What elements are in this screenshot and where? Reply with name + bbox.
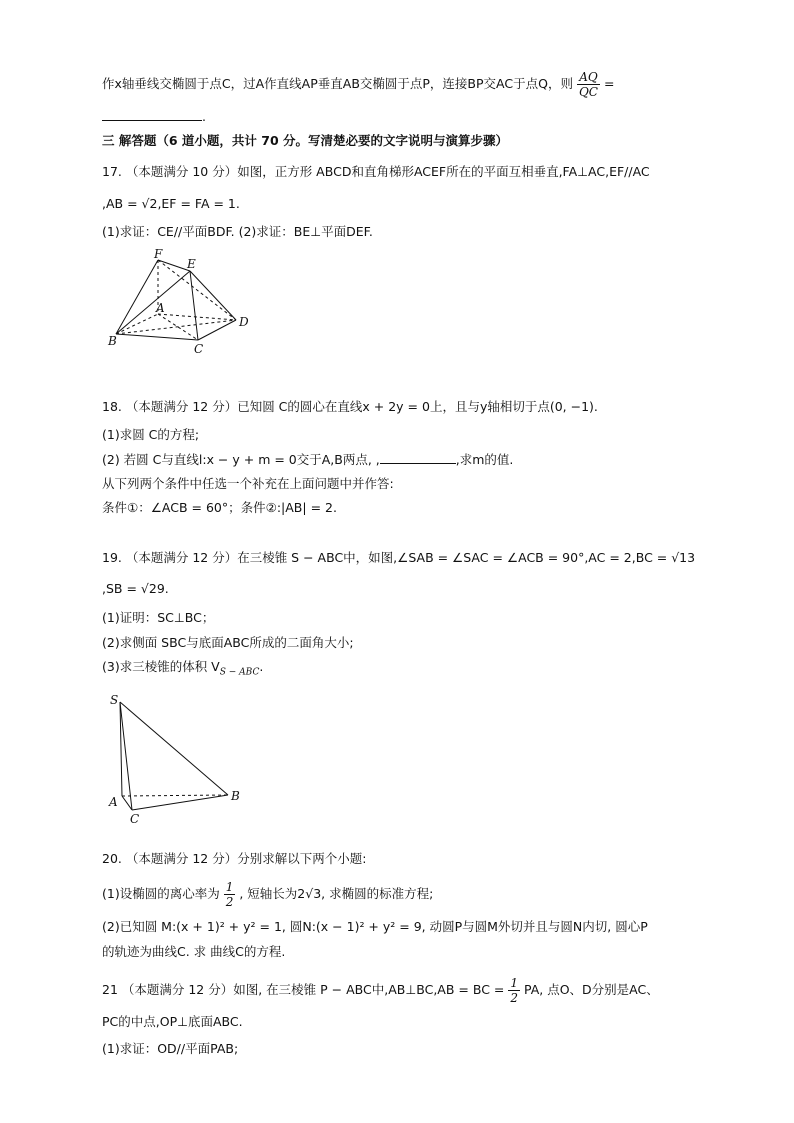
- q20-line3: (2)已知圆 M:(x + 1)² + y² = 1, 圆N:(x − 1)² + y² = 9, 动圆P与圆M外切并且与圆N内切, 圆心P: [102, 919, 648, 934]
- q19-line5: (3)求三棱锥的体积 $V_{S - ABC}$.: [102, 659, 264, 678]
- q18-line4: 从下列两个条件中任选一个补充在上面问题中并作答:: [102, 476, 394, 491]
- q21-line2: PC的中点,OP⊥底面ABC.: [102, 1014, 243, 1029]
- q19-line3: (1)证明：SC⊥BC；: [102, 610, 215, 625]
- top-answer-line: .: [102, 108, 206, 126]
- q21-fraction: $\frac{1}{2}$: [510, 976, 518, 1005]
- q17-line1: 17. （本题满分 10 分）如图，正方形 ABCD和直角梯形ACEF所在的平面互相垂直,FA⊥AC,EF//AC: [102, 164, 650, 179]
- answer-blank: [102, 108, 202, 121]
- q19-line2: ,SB = √29.: [102, 581, 169, 596]
- section-title: 三 解答题（6 道小题，共计 70 分。写清楚必要的文字说明与演算步骤）: [102, 133, 509, 148]
- q19-label-b: B: [231, 789, 240, 803]
- q20-line2: (1)设椭圆的离心率为 $\frac{1}{2}$ , 短轴长为2√3, 求椭圆的标准方程;: [102, 880, 434, 909]
- q17-label-a: A: [156, 301, 165, 315]
- q17-label-c: C: [194, 342, 204, 356]
- q18-line3: (2) 若圆 C与直线l:x − y + m = 0交于A,B两点, , ,求m的值.: [102, 452, 514, 467]
- q18-blank: [380, 451, 456, 464]
- top-question-line: 作x轴垂线交椭圆于点C，过A作直线AP垂直AB交椭圆于点P，连接BP交AC于点Q，则 $\frac{AQ}{QC}$ =: [102, 70, 615, 99]
- q19-label-c: C: [130, 812, 140, 826]
- q17-label-d: D: [239, 315, 249, 329]
- q17-line2: ,AB = √2,EF = FA = 1.: [102, 196, 240, 211]
- q20-line4: 的轨迹为曲线C. 求 曲线C的方程.: [102, 944, 286, 959]
- q17-line3: (1)求证：CE//平面BDF. (2)求证：BE⊥平面DEF.: [102, 224, 373, 239]
- q19-label-s: S: [110, 693, 119, 707]
- fraction-aq-qc: $\frac{AQ}{QC}$: [578, 70, 598, 99]
- q19-line1: 19. （本题满分 12 分）在三棱锥 S − ABC中，如图,∠SAB = ∠SAC = ∠ACB = 90°,AC = 2,BC = √13: [102, 550, 696, 565]
- q18-line2: (1)求圆 C的方程;: [102, 427, 200, 442]
- top-question-text: 作x轴垂线交椭圆于点C，过A作直线AP垂直AB交椭圆于点P，连接BP交AC于点Q，则: [102, 76, 573, 91]
- q17-label-e: E: [187, 257, 196, 271]
- q17-label-b: B: [108, 334, 117, 348]
- q19-label-a: A: [109, 795, 118, 809]
- q19-line4: (2)求侧面 SBC与底面ABC所成的二面角大小;: [102, 635, 354, 650]
- q21-line1: 21 （本题满分 12 分）如图, 在三棱锥 P − ABC中,AB⊥BC,AB = BC = $\frac{1}{2}$ PA, 点O、D分别是AC、: [102, 976, 659, 1005]
- q19-figure: [100, 688, 250, 828]
- q17-label-f: F: [154, 247, 163, 261]
- q20-line1: 20. （本题满分 12 分）分别求解以下两个小题:: [102, 851, 367, 866]
- q21-line3: (1)求证：OD//平面PAB;: [102, 1041, 239, 1056]
- q18-line5: 条件①：∠ACB = 60°；条件②:|AB| = 2.: [102, 500, 337, 515]
- q20-fraction: $\frac{1}{2}$: [225, 880, 234, 909]
- q18-line1: 18. （本题满分 12 分）已知圆 C的圆心在直线x + 2y = 0上，且与y轴相切于点(0, −1).: [102, 399, 598, 414]
- q17-figure: [100, 245, 270, 360]
